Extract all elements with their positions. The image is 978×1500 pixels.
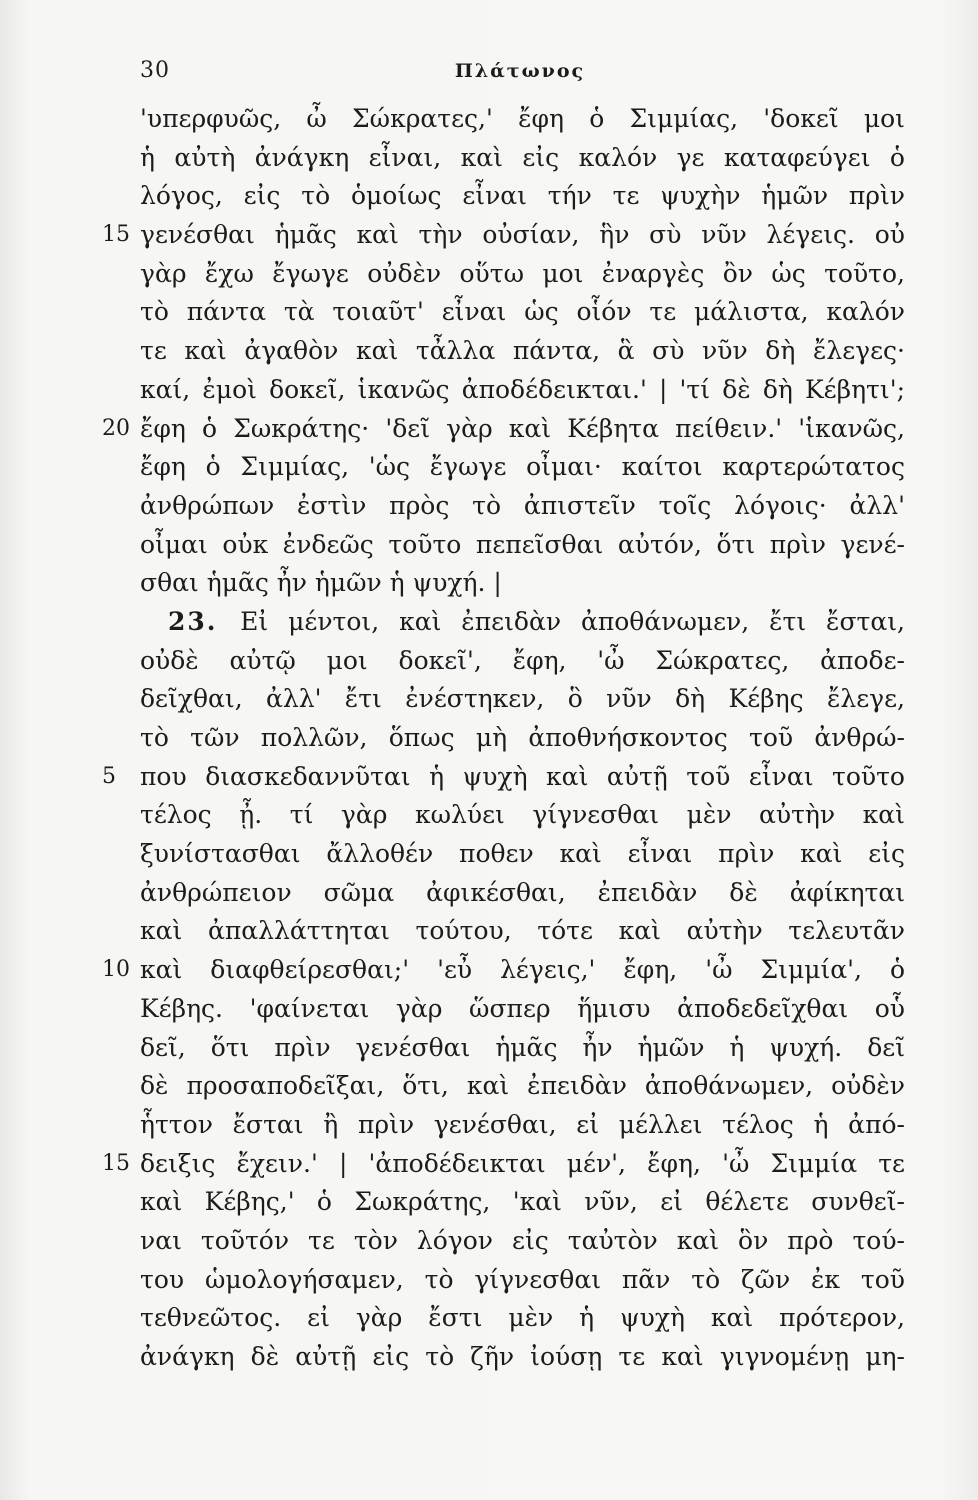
text-line: [0, 951, 978, 990]
running-title: Πλάτωνος: [454, 60, 586, 82]
page-header: [140, 58, 900, 92]
line-text: καὶ ἀπαλλάττηται τούτου, τότε καὶ αὐτὴν τελευτᾶν: [140, 916, 905, 946]
line-text: ἀνάγκη δὲ αὐτῇ εἰς τὸ ζῆν ἰούσῃ τε καὶ γιγνομένῃ μη-: [140, 1342, 905, 1371]
text-line: [0, 216, 978, 255]
text-line: [0, 255, 978, 294]
line-text: ἧττον ἔσται ἢ πρὶν γενέσθαι, εἰ μέλλει τέλος ἡ ἀπό-: [140, 1109, 905, 1139]
text-line: [0, 796, 978, 835]
text-line: [0, 642, 978, 681]
line-text: ἔφη ὁ Σωκράτης· 'δεῖ γὰρ καὶ Κέβητα πείθειν.' 'ἱκανῶς,: [140, 413, 905, 443]
text-line: [0, 1183, 978, 1222]
text-line: [0, 835, 978, 874]
line-text: τε καὶ ἀγαθὸν καὶ τἆλλα πάντα, ἃ σὺ νῦν δὴ ἔλεγες·: [140, 336, 905, 366]
text-line: [0, 912, 978, 951]
page-number: 30: [140, 58, 170, 83]
line-text: καί, ἐμοὶ δοκεῖ, ἱκανῶς ἀποδέδεικται.' | 'τί δὲ δὴ Κέβητι';: [140, 374, 905, 404]
line-number: 10: [102, 957, 130, 983]
text-line: [0, 448, 978, 487]
line-text: σθαι ἡμᾶς ἦν ἡμῶν ἡ ψυχή. |: [140, 568, 502, 598]
line-text: δεῖ, ὅτι πρὶν γενέσθαι ἡμᾶς ἦν ἡμῶν ἡ ψυχή. δεῖ: [140, 1032, 905, 1062]
text-line: [0, 177, 978, 216]
line-text: τέλος ᾖ. τί γὰρ κωλύει γίγνεσθαι μὲν αὐτὴν καὶ: [140, 800, 905, 830]
line-number: 5: [102, 763, 116, 789]
line-text: λόγος, εἰς τὸ ὁμοίως εἶναι τήν τε ψυχὴν ἡμῶν πρὶν: [140, 181, 905, 211]
line-text: γὰρ ἔχω ἔγωγε οὐδὲν οὕτω μοι ἐναργὲς ὂν ὡς τοῦτο,: [140, 258, 905, 288]
line-text: [168, 603, 905, 642]
section-number: 23.: [168, 606, 241, 636]
line-text: ναι τοῦτόν τε τὸν λόγον εἰς ταὐτὸν καὶ ὃν πρὸ τού-: [140, 1225, 905, 1255]
text-line: [0, 1261, 978, 1300]
text-line: [0, 526, 978, 565]
text-line: [0, 719, 978, 758]
text-line: [0, 487, 978, 526]
line-text: ξυνίστασθαι ἄλλοθέν ποθεν καὶ εἶναι πρὶν καὶ εἰς: [140, 839, 905, 869]
line-text: τὸ τῶν πολλῶν, ὅπως μὴ ἀποθνήσκοντος τοῦ ἀνθρώ-: [140, 723, 905, 752]
text-line: [0, 332, 978, 371]
line-text: καὶ διαφθείρεσθαι;' 'εὖ λέγεις,' ἔφη, 'ὦ Σιμμία', ὁ: [140, 955, 905, 985]
line-text: που διασκεδαννῦται ἡ ψυχὴ καὶ αὐτῇ τοῦ εἶναι τοῦτο: [140, 761, 905, 791]
line-number: 15: [102, 1150, 130, 1176]
text-line: [0, 410, 978, 449]
line-text: ἀνθρώπειον σῶμα ἀφικέσθαι, ἐπειδὰν δὲ ἀφίκηται: [140, 877, 905, 907]
line-text: του ὡμολογήσαμεν, τὸ γίγνεσθαι πᾶν τὸ ζῶν ἐκ τοῦ: [140, 1264, 905, 1294]
line-text: τεθνεῶτος. εἰ γὰρ ἔστι μὲν ἡ ψυχὴ καὶ πρότερον,: [140, 1303, 905, 1333]
line-text: Κέβης. 'φαίνεται γὰρ ὥσπερ ἥμισυ ἀποδεδεῖχθαι οὗ: [140, 993, 905, 1023]
text-line: [0, 1106, 978, 1145]
line-number: 15: [102, 222, 130, 248]
text-line: [0, 1067, 978, 1106]
text-line: [0, 1299, 978, 1338]
text-line: [0, 1222, 978, 1261]
text-line: [0, 371, 978, 410]
text-line: [0, 1338, 978, 1377]
text-line: [0, 874, 978, 913]
line-text: ἔφη ὁ Σιμμίας, 'ὡς ἔγωγε οἶμαι· καίτοι καρτερώτατος: [140, 452, 905, 482]
line-text: καὶ Κέβης,' ὁ Σωκράτης, 'καὶ νῦν, εἰ θέλετε συνθεῖ-: [140, 1187, 905, 1217]
section-text: Εἰ μέντοι, καὶ ἐπειδὰν ἀποθάνωμεν, ἔτι ἔσται,: [240, 606, 905, 636]
text-line: [0, 139, 978, 178]
line-text: δὲ προσαποδεῖξαι, ὅτι, καὶ ἐπειδὰν ἀποθάνωμεν, οὐδὲν: [140, 1071, 905, 1101]
text-line: [0, 1145, 978, 1184]
line-text: δειξις ἔχειν.' | 'ἀποδέδεικται μέν', ἔφη, 'ὦ Σιμμία τε: [140, 1148, 905, 1178]
line-text: γενέσθαι ἡμᾶς καὶ τὴν οὐσίαν, ἣν σὺ νῦν λέγεις. οὐ: [140, 220, 905, 250]
line-text: οἶμαι οὐκ ἐνδεῶς τοῦτο πεπεῖσθαι αὐτόν, ὅτι πρὶν γενέ-: [140, 529, 905, 559]
line-text: οὐδὲ αὐτῷ μοι δοκεῖ', ἔφη, 'ὦ Σώκρατες, ἀποδε-: [140, 645, 905, 675]
main-text: [0, 100, 978, 1377]
line-text: ἀνθρώπων ἐστὶν πρὸς τὸ ἀπιστεῖν τοῖς λόγοις· ἀλλ': [140, 490, 905, 520]
text-line: [0, 100, 978, 139]
text-line: [0, 603, 978, 642]
text-line: [0, 990, 978, 1029]
text-line: [0, 680, 978, 719]
line-text: δεῖχθαι, ἀλλ' ἔτι ἐνέστηκεν, ὃ νῦν δὴ Κέβης ἔλεγε,: [140, 684, 905, 714]
line-number: 20: [102, 415, 130, 441]
line-text: ἡ αὐτὴ ἀνάγκη εἶναι, καὶ εἰς καλόν γε καταφεύγει ὁ: [140, 142, 905, 172]
text-line: [0, 293, 978, 332]
text-line: [0, 1029, 978, 1068]
line-text: 'υπερφυῶς, ὦ Σώκρατες,' ἔφη ὁ Σιμμίας, 'δοκεῖ μοι: [140, 104, 905, 133]
text-line: [0, 758, 978, 797]
text-line: [0, 564, 978, 603]
line-text: τὸ πάντα τὰ τοιαῦτ' εἶναι ὡς οἷόν τε μάλιστα, καλόν: [140, 297, 905, 327]
